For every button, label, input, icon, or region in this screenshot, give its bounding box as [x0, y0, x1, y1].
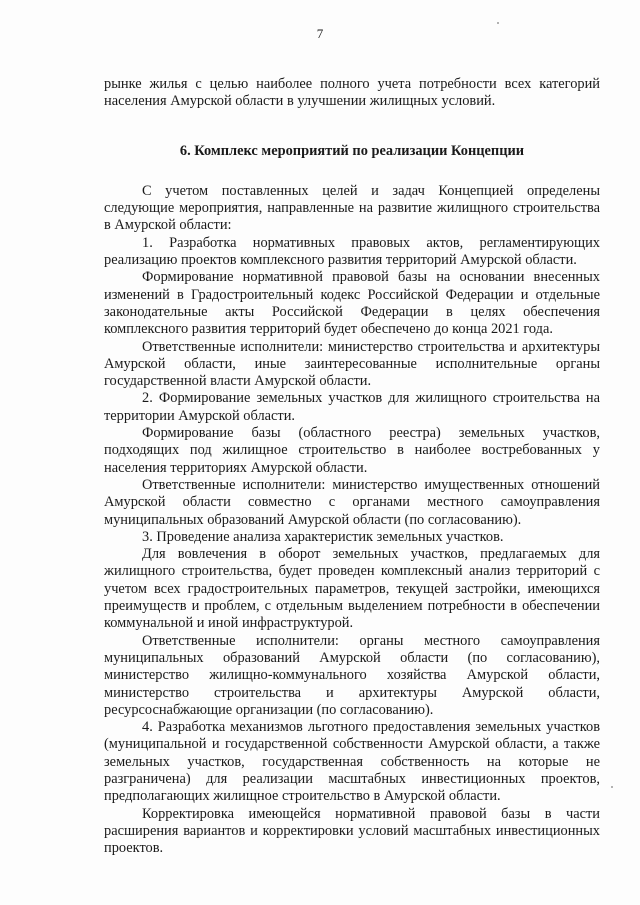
paragraph-item-4-detail: Корректировка имеющейся нормативной правовой базы в части расширения вариантов и корректировки условий масштабных инвестиционных проектов.: [104, 805, 600, 857]
scan-speck: [497, 22, 499, 24]
paragraph-item-1: 1. Разработка нормативных правовых актов, регламентирующих реализацию проектов комплексного развития территорий Амурской области.: [104, 234, 600, 269]
paragraph-item-1-responsible: Ответственные исполнители: министерство строительства и архитектуры Амурской области, иные заинтересованные исполнительные органы государственной власти Амурской области.: [104, 338, 600, 390]
page-number: 7: [316, 26, 324, 41]
paragraph-item-2: 2. Формирование земельных участков для жилищного строительства на территории Амурской области.: [104, 390, 600, 424]
paragraph-item-3-responsible: Ответственные исполнители: органы местного самоуправления муниципальных образований Амурской области (по согласованию), министерство жилищно-коммунального хозяйства Амурской области, министерство строительства и архитектуры Амурской области, ресурсоснабжающие организации (по согласованию).: [104, 632, 600, 718]
paragraph-item-3: 3. Проведение анализа характеристик земельных участков.: [142, 528, 504, 545]
paragraph-continuation: рынке жилья с целью наиболее полного учета потребности всех категорий населения Амурской области в улучшении жилищных условий.: [104, 76, 600, 110]
paragraph-intro: С учетом поставленных целей и задач Концепцией определены следующие мероприятия, направленные на развитие жилищного строительства в Амурской области:: [104, 182, 600, 234]
paragraph-item-2-detail: Формирование базы (областного реестра) земельных участков, подходящих под жилищное строительство в наиболее востребованных у населения территориях Амурской области.: [104, 425, 600, 476]
paragraph-item-2-responsible: Ответственные исполнители: министерство имущественных отношений Амурской области совместно с органами местного самоуправления муниципальных образований Амурской области (по согласованию).: [104, 476, 600, 528]
section-heading: 6. Комплекс мероприятий по реализации Концепции: [179, 142, 525, 159]
paragraph-item-3-detail: Для вовлечения в оборот земельных участков, предлагаемых для жилищного строительства, будет проведен комплексный анализ территорий с учетом всех градостроительных параметров, текущей застройки, имеющихся преимуществ и проблем, с отдельным выделением потребности в обеспечении коммунальной и иной инфраструктурой.: [104, 546, 600, 632]
document-body: [104, 76, 600, 857]
paragraph-item-1-detail: Формирование нормативной правовой базы на основании внесенных изменений в Градостроительный кодекс Российской Федерации и отдельные законодательные акты Российской Федерации в целях обеспечения комплексного развития территорий будет обеспечено до конца 2021 года.: [104, 269, 600, 338]
scan-speck: [611, 786, 613, 788]
paragraph-item-4: 4. Разработка механизмов льготного предоставления земельных участков (муниципальной и государственной собственности Амурской области, а также земельных участков, государственная собственность на которые не разграничена) для реализации масштабных инвестиционных проектов, предполагающих жилищное строительство в Амурской области.: [104, 719, 600, 805]
